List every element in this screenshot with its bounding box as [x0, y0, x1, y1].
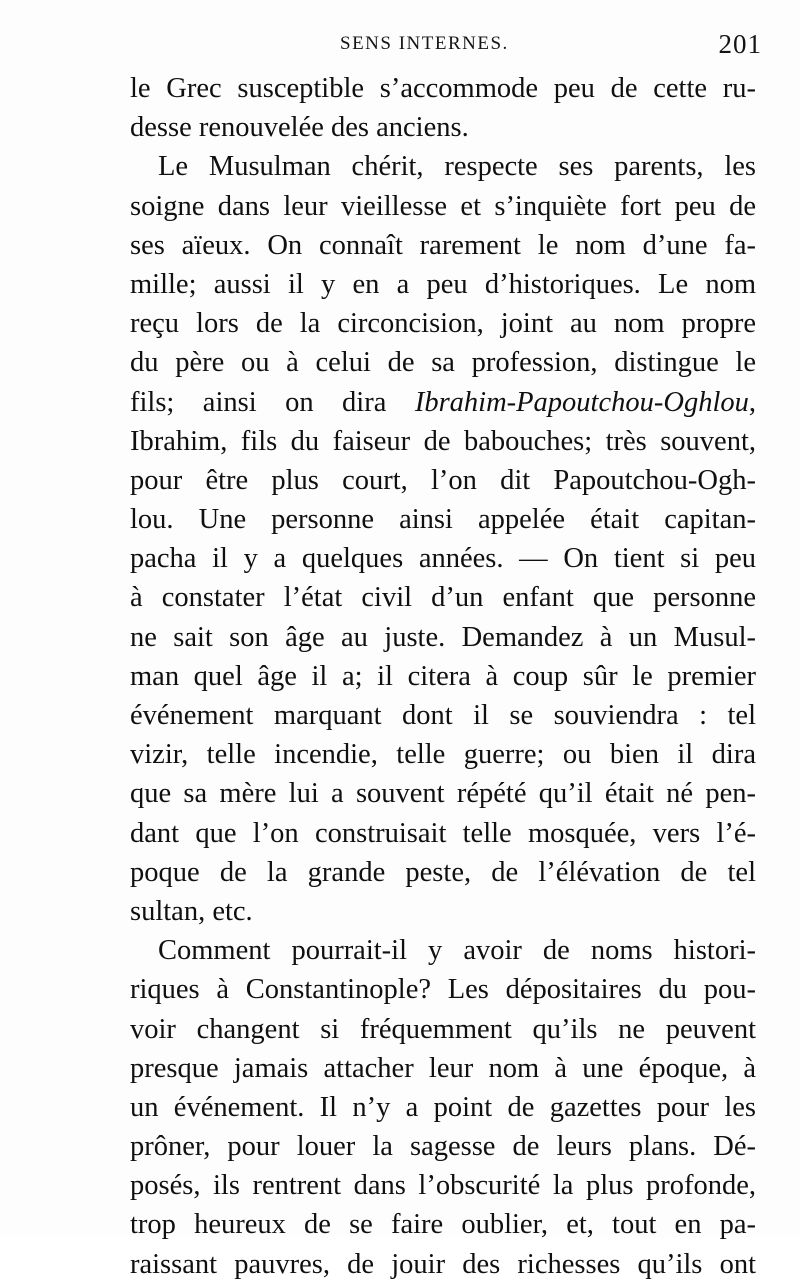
text-line-with-italic — [130, 383, 756, 422]
text-line: ne sait son âge au juste. Demandez à un Musul- — [130, 621, 756, 653]
text-line: dant que l’on construisait telle mosquée, vers l’é- — [130, 817, 756, 849]
text-line: poque de la grande peste, de l’élévation de tel — [130, 856, 756, 888]
text-line: posés, ils rentrent dans l’obscurité la plus profonde, — [130, 1170, 756, 1202]
text-line: pour être plus court, l’on dit Papoutchou-Ogh- — [130, 464, 756, 496]
text-line: reçu lors de la circoncision, joint au nom propre — [130, 308, 756, 340]
text-line: Comment pourrait-il y avoir de noms histori- — [158, 935, 756, 967]
text-line: Ibrahim, fils du faiseur de babouches; très souvent, — [130, 425, 756, 457]
text-line: Le Musulman chérit, respecte ses parents, les — [158, 151, 756, 183]
page-number: 201 — [718, 29, 762, 59]
text-line: vizir, telle incendie, telle guerre; ou bien il dira — [130, 739, 756, 771]
text-line: pacha il y a quelques années. — On tient si peu — [130, 543, 756, 575]
text-line: riques à Constantinople? Les dépositaires du pou- — [130, 974, 756, 1006]
text-line: man quel âge il a; il citera à coup sûr le premier — [130, 660, 756, 692]
text-line: desse renouvelée des anciens. — [130, 112, 469, 144]
text-line: trop heureux de se faire oublier, et, tout en pa- — [130, 1209, 756, 1241]
text-segment: , — [748, 386, 756, 418]
text-line: le Grec susceptible s’accommode peu de cette ru- — [130, 73, 756, 104]
text-line: raissant pauvres, de jouir des richesses qu’ils ont — [130, 1248, 756, 1280]
page-header — [130, 29, 762, 63]
italic-name: Ibrahim-Papoutchou-Oghlou — [414, 386, 749, 418]
text-line: mille; aussi il y en a peu d’historiques. Le nom — [130, 268, 756, 300]
running-title: SENS INTERNES. — [340, 33, 509, 54]
text-line: ses aïeux. On connaît rarement le nom d’une fa- — [130, 229, 756, 261]
body-text — [130, 69, 756, 1284]
text-line: à constater l’état civil d’un enfant que personne — [130, 582, 756, 614]
text-line: soigne dans leur vieillesse et s’inquiète fort peu de — [130, 190, 756, 222]
text-line: presque jamais attacher leur nom à une époque, à — [130, 1052, 756, 1084]
text-line: lou. Une personne ainsi appelée était capitan- — [130, 504, 756, 536]
text-line: un événement. Il n’y a point de gazettes pour les — [130, 1091, 756, 1123]
text-line: du père ou à celui de sa profession, distingue le — [130, 347, 756, 379]
text-segment: fils; ainsi on dira — [130, 386, 415, 418]
text-line: sultan, etc. — [130, 895, 253, 927]
text-line: voir changent si fréquemment qu’ils ne peuvent — [130, 1013, 756, 1045]
text-line: que sa mère lui a souvent répété qu’il était né pen- — [130, 778, 756, 810]
text-line: événement marquant dont il se souviendra : tel — [130, 700, 756, 731]
text-line: prôner, pour louer la sagesse de leurs plans. Dé- — [130, 1131, 756, 1163]
